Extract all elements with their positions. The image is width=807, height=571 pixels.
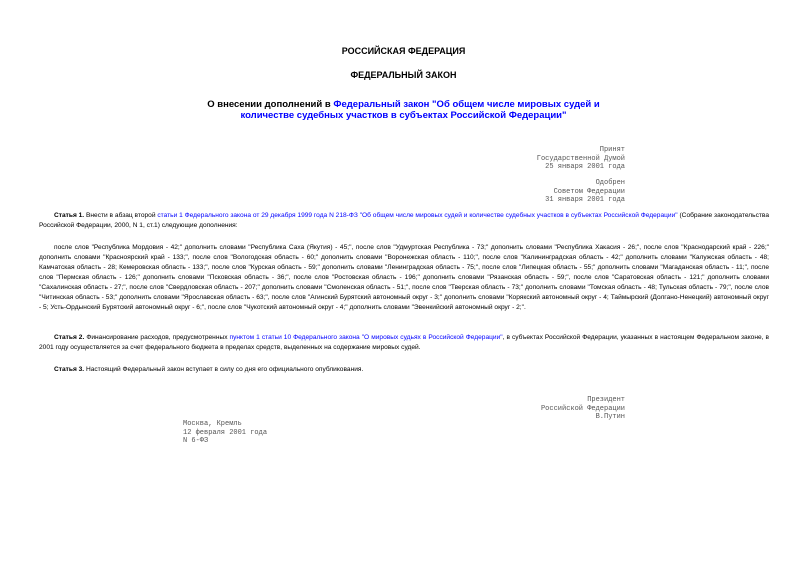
- doc-type-heading: ФЕДЕРАЛЬНЫЙ ЗАКОН: [350, 70, 457, 80]
- article-1-text-b: (Собрание законодательства Российской Федерации, 2000, N 1, ст.1) следующие дополнения:: [39, 212, 770, 229]
- place-date: 12 февраля 2001 года: [183, 428, 268, 437]
- article-1-label: Статья 1.: [54, 212, 85, 219]
- signature-title: Президент: [587, 396, 625, 404]
- adoption-council: [545, 179, 625, 205]
- signature-name: В.Путин: [595, 413, 625, 421]
- article-3: [39, 365, 769, 375]
- title-law-link[interactable]: Федеральный закон "Об общем числе мировых судей и количестве судебных участков в субъектах Российской Федерации": [240, 99, 600, 121]
- place-number: N 6-ФЗ: [183, 437, 209, 445]
- adoption-line1: Принят: [599, 146, 625, 154]
- title-prefix: О внесении дополнений в: [207, 99, 334, 110]
- place-block: [183, 420, 267, 446]
- article-2-law-link[interactable]: пунктом 1 статьи 10 Федерального закона "О мировых судьях в Российской Федерации": [229, 334, 503, 341]
- adoption-line2: Государственной Думой: [536, 154, 625, 163]
- adoption-line6: 31 января 2001 года: [545, 196, 625, 204]
- article-3-label: Статья 3.: [54, 366, 85, 373]
- document-title: [200, 99, 607, 121]
- article-2: [39, 333, 769, 353]
- article-1-additions: после слов "Республика Мордовия - 42;" дополнить словами "Республика Саха (Якутия) - 45;", после слов "Удмуртская Республика - 73;" дополнить словами "Республика Хакасия - 26;", после слов "Краснодарский край - 226;" дополнить словами "Красноярский край - 133;", после слов "Вологодская область - 60;" дополнить словами "Воронежская область - 110;", после слов "Калининградская область - 42;" дополнить словами "Калужская область - 48; Камчатская область - 28; Кемеровская область - 133;", после слов "Курская область - 59;" дополнить словами "Ленинградская область - 75;", после слов "Липецкая область - 55;" дополнить словами "Магаданская область - 11;", после слов "Пермская область - 126;" дополнить словами "Псковская область - 36;", после слов "Ростовская область - 196;" дополнить словами "Рязанская область - 59;", после слов "Саратовская область - 121;" дополнить словами "Сахалинская область - 27;", после слов "Свердловская область - 207;" дополнить словами "Смоленская область - 51;", после слов "Тверская область - 73;" дополнить словами "Томская область - 48; Тульская область - 79;", после слов "Читинская область - 53;" дополнить словами "Ярославская область - 63;", после слов "Агинский Бурятский автономный округ - 3;" дополнить словами "Корякский автономный округ - 4; Таймырский (Долгано-Ненецкий) автономный округ - 5; Усть-Ордынский Бурятский автономный округ - 6;", после слов "Чукотский автономный округ - 4;" дополнить словами "Эвенкийский автономный округ - 2;".: [39, 244, 769, 311]
- article-1-text-a: Внести в абзац второй: [86, 212, 158, 219]
- adoption-duma: [537, 146, 625, 172]
- signature-block: [541, 396, 625, 422]
- article-1-law-link[interactable]: статьи 1 Федерального закона от 29 декабря 1999 года N 218-ФЗ "Об общем числе мировых судей и количестве судебных участков в субъектах Российской Федерации": [157, 212, 678, 219]
- article-2-text-a: Финансирование расходов, предусмотренных: [84, 334, 230, 341]
- country-heading: РОССИЙСКАЯ ФЕДЕРАЦИЯ: [341, 46, 466, 56]
- article-2-text-b: , в субъектах Российской Федерации, указанных в настоящем Федеральном законе, в 2001 году осуществляется за счет федерального бюджета в пределах средств, выделенных на содержание мировых судей.: [39, 334, 769, 351]
- adoption-line4: Одобрен: [595, 179, 625, 187]
- adoption-line5: Советом Федерации: [553, 187, 625, 196]
- signature-country: Российской Федерации: [540, 404, 625, 413]
- place-city: Москва, Кремль: [183, 420, 242, 428]
- adoption-line3: 25 января 2001 года: [545, 163, 625, 171]
- article-3-text: Настоящий Федеральный закон вступает в силу со дня его официального опубликования.: [84, 366, 364, 373]
- article-1-intro: [39, 211, 769, 231]
- article-2-label: Статья 2.: [54, 334, 85, 341]
